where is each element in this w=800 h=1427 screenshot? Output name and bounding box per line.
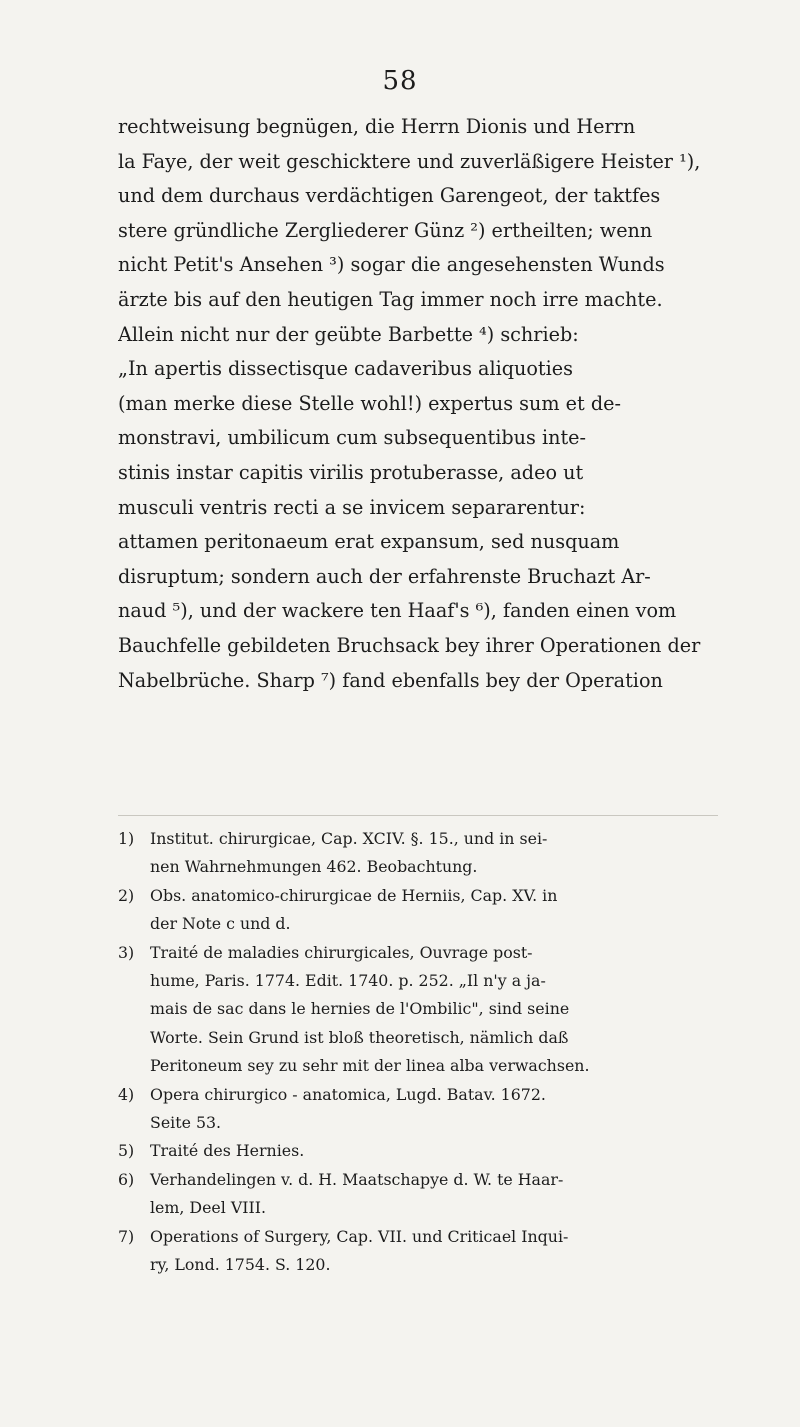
footnote-text: Traité de maladies chirurgicales, Ouvrage post- xyxy=(150,942,533,962)
footnote-line: nen Wahrnehmungen 462. Beobachtung. xyxy=(150,857,478,877)
text-line: „In apertis dissectisque cadaveribus aliquoties xyxy=(118,357,573,381)
footnote-line xyxy=(118,825,718,853)
text-line: nicht Petit's Ansehen ³) sogar die angesehensten Wunds xyxy=(118,253,665,277)
text-line: Nabelbrüche. Sharp ⁷) fand ebenfalls bey der Operation xyxy=(118,668,663,692)
footnote-line: Seite 53. xyxy=(150,1113,222,1133)
text-line: stinis instar capitis virilis protuberasse, adeo ut xyxy=(118,460,584,484)
page-number: 58 xyxy=(382,66,418,96)
footnote-text: Operations of Surgery, Cap. VII. und Criticael Inqui- xyxy=(150,1226,569,1246)
text-line: naud ⁵), und der wackere ten Haaf's ⁶), fanden einen vom xyxy=(118,599,677,623)
footnote-number: 3) xyxy=(118,942,135,962)
footnote-text: Traité des Hernies. xyxy=(150,1141,305,1161)
footnote-text: Opera chirurgico - anatomica, Lugd. Batav. 1672. xyxy=(150,1084,546,1104)
text-line: und dem durchaus verdächtigen Garengeot, der taktfes xyxy=(118,184,661,208)
footnote-number: 6) xyxy=(118,1169,135,1189)
text-line: monstravi, umbilicum cum subsequentibus inte- xyxy=(118,426,587,450)
footnote-text: Verhandelingen v. d. H. Maatschapye d. W. te Haar- xyxy=(150,1169,564,1189)
text-line: (man merke diese Stelle wohl!) expertus sum et de- xyxy=(118,391,621,415)
footnote-line xyxy=(118,939,718,967)
footnote-line: mais de sac dans le hernies de l'Ombilic", sind seine xyxy=(150,999,570,1019)
text-line: Bauchfelle gebildeten Bruchsack bey ihrer Operationen der xyxy=(118,633,701,657)
footnote-line xyxy=(118,1223,718,1251)
footnote-number: 5) xyxy=(118,1141,135,1161)
text-line: disruptum; sondern auch der erfahrenste Bruchazt Ar- xyxy=(118,564,651,588)
footnote-line xyxy=(118,882,718,910)
footnote-number: 7) xyxy=(118,1226,135,1246)
footnote-number: 1) xyxy=(118,829,135,848)
footnote-text: Obs. anatomico-chirurgicae de Herniis, Cap. XV. in xyxy=(150,885,558,905)
footnote-line: Worte. Sein Grund ist bloß theoretisch, nämlich daß xyxy=(150,1027,569,1047)
footnote-divider xyxy=(118,815,718,816)
text-line: ärzte bis auf den heutigen Tag immer noch irre machte. xyxy=(118,287,663,311)
footnote-line: ry, Lond. 1754. S. 120. xyxy=(150,1255,331,1275)
footnote-text: Institut. chirurgicae, Cap. XCIV. §. 15., und in sei- xyxy=(150,829,548,848)
footnote-line: hume, Paris. 1774. Edit. 1740. p. 252. „Il n'y a ja- xyxy=(150,971,546,991)
main-text xyxy=(118,110,718,698)
text-line: rechtweisung begnügen, die Herrn Dionis und Herrn xyxy=(118,115,636,138)
footnote-line: der Note c und d. xyxy=(150,914,291,934)
footnote-line xyxy=(118,1081,718,1109)
footnote-line xyxy=(118,1137,718,1165)
footnotes xyxy=(118,825,718,1280)
footnote-line: Peritoneum sey zu sehr mit der linea alba verwachsen. xyxy=(150,1056,590,1076)
text-line: attamen peritonaeum erat expansum, sed nusquam xyxy=(118,530,620,554)
footnote-number: 4) xyxy=(118,1084,135,1104)
text-line: stere gründliche Zergliederer Günz ²) ertheilten; wenn xyxy=(118,218,653,242)
footnote-line xyxy=(118,1166,718,1194)
text-line: la Faye, der weit geschicktere und zuverläßigere Heister ¹), xyxy=(118,149,701,173)
text-line: musculi ventris recti a se invicem separarentur: xyxy=(118,495,586,519)
text-line: Allein nicht nur der geübte Barbette ⁴) schrieb: xyxy=(118,322,579,346)
footnote-line: lem, Deel VIII. xyxy=(150,1198,267,1218)
footnote-number: 2) xyxy=(118,885,135,905)
